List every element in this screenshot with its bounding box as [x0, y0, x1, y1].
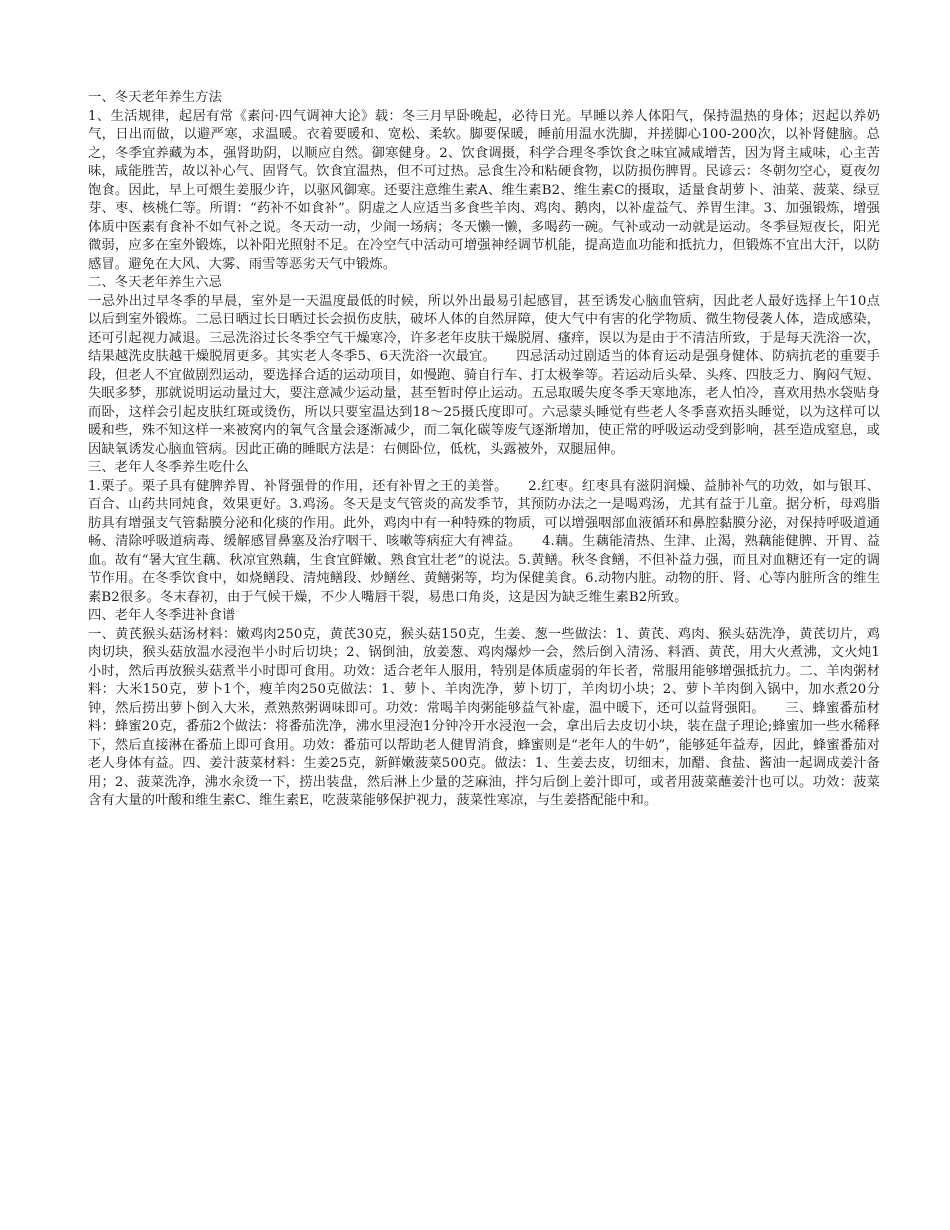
section-what-to-eat	[88, 459, 880, 607]
section-tonic-recipes	[88, 607, 880, 811]
section-heading: 二、冬天老年养生六忌	[88, 275, 222, 290]
section-heading: 四、老年人冬季进补食谱	[88, 608, 236, 623]
section-six-taboos	[88, 274, 880, 459]
section-body: 一、黄芪猴头菇汤材料：嫩鸡肉250克，黄芪30克，猴头菇150克，生姜、葱一些做法：1、黄芪、鸡肉、猴头菇洗净，黄芪切片，鸡肉切块，猴头菇放温水浸泡半小时后切块；2、锅倒油，放姜葱、鸡肉爆炒一会，然后倒入清汤、料酒、黄芪，用大火煮沸，文火炖1小时，然后再放猴头菇煮半小时即可食用。功效：适合老年人服用，特别是体质虚弱的年长者，常服用能够增强抵抗力。二、羊肉粥材料：大米150克，萝卜1个，瘦羊肉250克做法：1、萝卜、羊肉洗净，萝卜切丁，羊肉切小块；2、萝卜羊肉倒入锅中，加水煮20分钟，然后捞出萝卜倒入大米，煮熟熬粥调味即可。功效：常喝羊肉粥能够益气补虚，温中暖下，还可以益肾强阳。 三、蜂蜜番茄材料：蜂蜜20克，番茄2个做法：将番茄洗净，沸水里浸泡1分钟冷开水浸泡一会，拿出后去皮切小块，装在盘子理论;蜂蜜加一些水稀释下，然后直接淋在番茄上即可食用。功效：番茄可以帮助老人健胃消食，蜂蜜则是“老年人的牛奶”，能够延年益寿，因此，蜂蜜番茄对老人身体有益。四、姜汁菠菜材料：生姜25克，新鲜嫩菠菜500克。做法：1、生姜去皮，切细末，加醋、食盐、酱油一起调成姜汁备用；2、菠菜洗净，沸水汆烫一下，捞出装盘，然后淋上少量的芝麻油，拌匀后倒上姜汁即可，或者用菠菜蘸姜汁也可以。功效：菠菜含有大量的叶酸和维生素C、维生素E，吃菠菜能够保护视力，菠菜性寒凉，与生姜搭配能中和。	[88, 626, 880, 808]
section-body: 一忌外出过早冬季的早晨，室外是一天温度最低的时候，所以外出最易引起感冒，甚至诱发心脑血管病，因此老人最好选择上午10点以后到室外锻炼。二忌日晒过长日晒过长会损伤皮肤，破坏人体的自然屏障，使大气中有害的化学物质、微生物侵袭人体，造成感染，还可引起视力减退。三忌洗浴过长冬季空气干燥寒冷，许多老年皮肤干燥脱屑、瘙痒，误以为是由于不清洁所致，于是每天洗浴一次，结果越洗皮肤越干燥脱屑更多。其实老人冬季5、6天洗浴一次最宜。 四忌活动过剧适当的体育运动是强身健体、防病抗老的重要手段，但老人不宜做剧烈运动，要选择合适的运动项目，如慢跑、骑自行车、打太极拳等。若运动后头晕、头疼、四肢乏力、胸闷气短、失眠多梦，那就说明运动量过大，要注意减少运动量，甚至暂时停止运动。五忌取暖失度冬季天寒地冻，老人怕冷，喜欢用热水袋贴身而卧，这样会引起皮肤红斑或烫伤，所以只要室温达到18～25摄氏度即可。六忌蒙头睡觉有些老人冬季喜欢捂头睡觉，以为这样可以暖和些，殊不知这样一来被窝内的氧气含量会逐渐减少，而二氧化碳等废气逐渐增加，使正常的呼吸运动受到影响，甚至造成窒息，或因缺氧诱发心脑血管病。因此正确的睡眠方法是：右侧卧位，低枕，头露被外，双腿屈伸。	[88, 293, 880, 457]
section-body: 1、生活规律，起居有常《素问·四气调神大论》载：冬三月早卧晚起，必待日光。早睡以养人体阳气，保持温热的身体；迟起以养奶气，日出而做，以避严寒，求温暖。衣着要暖和、宽松、柔软。脚要保暖，睡前用温水洗脚，并搓脚心100-200次，以补肾健脑。总之，冬季宜养藏为本，强肾助阴，以顺应自然。御寒健身。2、饮食调摄，科学合理冬季饮食之味宜减咸增苦，因为肾主咸味，心主苦味，咸能胜苦，故以补心气、固肾气。饮食宜温热，但不可过热。忌食生冷和粘硬食物，以防损伤脾胃。民谚云：冬朝勿空心，夏夜勿饱食。因此，早上可煨生姜服少许，以驱风御寒。还要注意维生素A、维生素B2、维生素C的摄取，适量食胡萝卜、油菜、菠菜、绿豆芽、枣、核桃仁等。所谓：“药补不如食补”。阴虚之人应适当多食些羊肉、鸡肉、鹅肉，以补虚益气、养胃生津。3、加强锻炼，增强体质中医素有食补不如气补之说。冬天动一动，少闹一场病；冬天懒一懒，多喝药一碗。气补或动一动就是运动。冬季昼短夜长，阳光微弱，应多在室外锻炼，以补阳光照射不足。在冷空气中活动可增强神经调节机能，提高造血功能和抵抗力，但锻炼不宜出大汗，以防感冒。避免在大风、大雾、雨雪等恶劣天气中锻炼。	[88, 108, 880, 272]
section-heading: 一、冬天老年养生方法	[88, 90, 222, 105]
section-heading: 三、老年人冬季养生吃什么	[88, 460, 249, 475]
section-winter-health-methods	[88, 89, 880, 274]
document-page	[88, 89, 880, 811]
section-body: 1.栗子。栗子具有健脾养胃、补肾强骨的作用，还有补胃之王的美誉。 2.红枣。红枣具有滋阴润燥、益肺补气的功效，如与银耳、百合、山药共同炖食，效果更好。3.鸡汤。冬天是支气管炎的高发季节，其预防办法之一是喝鸡汤，尤其有益于儿童。据分析，母鸡脂肪具有增强支气管黏膜分泌和化痰的作用。此外，鸡肉中有一种特殊的物质，可以增强咽部血液循环和鼻腔黏膜分泌，对保持呼吸道通畅、清除呼吸道病毒、缓解感冒鼻塞及治疗咽干、咳嗽等病症大有裨益。 4.藕。生藕能清热、生津、止渴，熟藕能健脾、开胃、益血。故有“暑大宜生藕、秋凉宜熟藕，生食宜鲜嫩、熟食宜壮老”的说法。5.黄鳝。秋冬食鳝，不但补益力强，而且对血糖还有一定的调节作用。在冬季饮食中，如烧鳝段、清炖鳝段、炒鳝丝、黄鳝粥等，均为保健美食。6.动物内脏。动物的肝、肾、心等内脏所含的维生素B2很多。冬末春初，由于气候干燥，不少人嘴唇干裂，易患口角炎，这是因为缺乏维生素B2所致。	[88, 478, 880, 605]
